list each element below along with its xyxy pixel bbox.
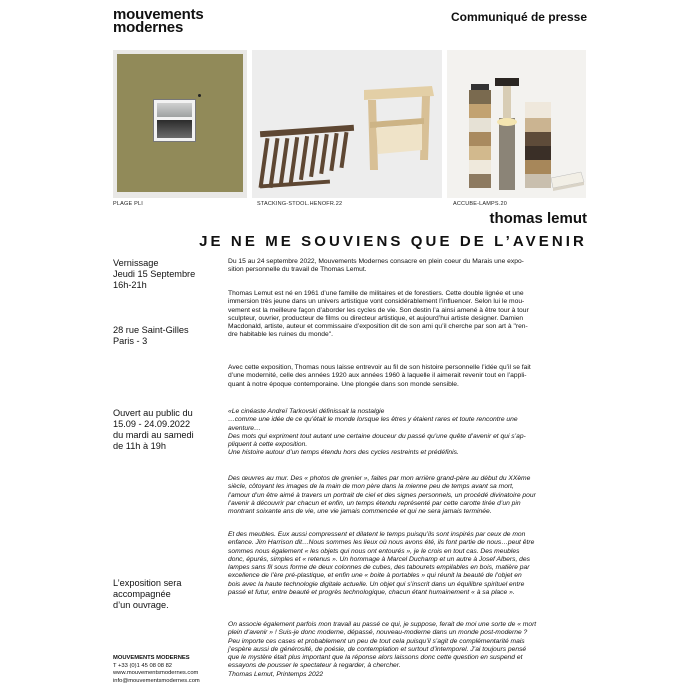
photo-accube-lamps [447,50,586,198]
artist-name: thomas lemut [489,210,587,227]
book-line-1: L’exposition sera [113,578,182,588]
landscape-window [153,99,196,142]
photo-caption-3: ACCUBE-LAMPS.20 [453,201,508,207]
biography-paragraph: Thomas Lemut est né en 1961 d’une famille de militaires et de forestiers. Cette double lignée et une immersion très jeune dans un univers artistique vont considérablement l’influencer. Selon lui le mou- vement est la meilleure façon d’aborder les cycles de vie. Son destin l’a ainsi amené à être tour à tour sculpteur, ouvrier, producteur de films ou directeur artistique, et aujourd’hui artiste designer. Damien Macdonald, artiste, auteur et commissaire d’exposition dit de son ami qu’il cherche par son art à "ren- dre habitable les ruines du monde". [228,290,529,339]
vernissage-time: 16h-21h [113,280,147,290]
address-info [113,325,189,347]
exhibition-paragraph: Avec cette exposition, Thomas nous laisse entrevoir au fil de son histoire personnelle l’idée qu’il se fait d’une modernité, celle des années 1920 aux années 1960 à laquelle il aimerait revenir tout en l’appli- quant à notre époque contemporaine. Une plongée dans son monde sensible. [228,364,531,388]
logo [113,8,204,34]
press-release-label: Communiqué de presse [450,10,587,24]
intro-paragraph: Du 15 au 24 septembre 2022, Mouvements Modernes consacre en plein coeur du Marais une expo- sition personnelle du travail de Thomas Lemut. [228,258,524,274]
opening-line-1: Ouvert au public du [113,408,193,418]
vernissage-info [113,258,195,291]
opening-line-2: 15.09 - 24.09.2022 [113,419,191,429]
quote-furniture: Et des meubles. Eux aussi compressent et dilatent le temps puisqu’ils sont inspirés par ceux de mon enfance. Jim Harrison dit…Nous sommes les lieux où nous avons été, ils font partie de nous…peut être sommes nous également « les objets qui nous ont entourés », je le crois en tout cas. Des meubles donc, épurés, simples et « retenus ». Un hommage à Marcel Duchamp et un autre à Josef Albers, des lampes sans fil sous forme de deux colonnes de cubes, des tabourets empilables en bois, matière par excellence de l’ère pré-plastique, et enfin une « boite à portables » qui réunit la beauté de l’objet en bois avec la haute technologie digitale actuelle. Un objet qui s’inscrit dans un équilibre spirituel entre passé et futur, entre beauté et progrès technologique, chacun étant humainement « à sa place ». [228,531,535,597]
address-city: Paris - 3 [113,336,148,346]
book-line-3: d’un ouvrage. [113,600,169,610]
address-street: 28 rue Saint-Gilles [113,325,189,335]
quote-modernity: On associe également parfois mon travail au passé ce qui, je suppose, ferait de moi une sorte de « mort plein d’avenir » ! Suis-je donc moderne, dépassé, nouveau-moderne dans un monde post-moderne ? Peu importe ces cases et probablement un peu de tout cela puisqu’il s’agit de complémentarité mais j’espère aussi de générosité, de poésie, de contemplation et surtout d’intemporel. J’ai toujours pensé que le mystère était plus important que la réponse alors laissons donc cette question en suspend et essayons de pousser le spectateur à regarder, à chercher. Thomas Lemut, Printemps 2022 [228,621,537,678]
vernissage-label: Vernissage [113,258,159,268]
photo-caption-1: PLAGE PLI [113,201,143,207]
lamp-column-middle [495,78,519,190]
contact-website-link[interactable]: www.mouvementsmodernes.com [113,670,199,677]
panel-dot [198,94,201,97]
quote-tarkovski: «Le cinéaste Andreï Tarkovski définissait la nostalgie …comme une idée de ce qu’était le monde lorsque les êtres y étaient rares et toute rencontre une aventure… Des mots qui expriment tout autant une certaine douceur du passé qu’une quête d’avenir et qui s’ap- pliquent à cette exposition. Une histoire autour d’un temps étendu hors des cycles restreints et prédéfinis. [228,408,526,457]
exhibition-title: JE NE ME SOUVIENS QUE DE L’AVENIR [199,233,587,250]
opening-line-4: de 11h à 19h [113,441,166,451]
book-info [113,578,181,611]
contact-phone[interactable]: T +33 (0)1 45 08 08 82 [113,662,173,669]
opening-line-3: du mardi au samedi [113,430,194,440]
photo-plage-pli [113,50,247,198]
logo-line-1: mouvements [113,6,204,23]
lamp-column-left [469,84,491,188]
vernissage-date: Jeudi 15 Septembre [113,269,196,279]
logo-line-2: modernes [113,19,184,36]
opening-info [113,408,194,452]
light-stool [364,86,434,170]
quote-artworks: Des œuvres au mur. Des « photos de grenier », faites par mon arrière grand-père au début du XXème siècle, côtoyant les images de la main de mon père dans la mienne peu de temps avant sa mort, l’amour d’un être aimé à travers un portrait de ciel et des signes personnels, un procédé divinatoire pour l’avenir à découvrir par chacun et enfin, un temps étendu représenté par cette carotte tirée d’un pin montrant soixante ans de vie, une vie jamais commencée et qui ne sera jamais terminée. [228,475,536,516]
book-object [551,172,584,191]
photo-stacking-stool [252,50,442,198]
contact-name: MOUVEMENTS MODERNES [113,655,190,661]
lamp-column-right [525,102,551,188]
slatted-stool [259,125,355,189]
contact-email-link[interactable]: info@mouvementsmodernes.com [113,677,200,684]
contact-block [113,655,200,685]
photo-caption-2: STACKING-STOOL.HENOFR.22 [257,201,343,207]
book-line-2: accompagnée [113,589,171,599]
